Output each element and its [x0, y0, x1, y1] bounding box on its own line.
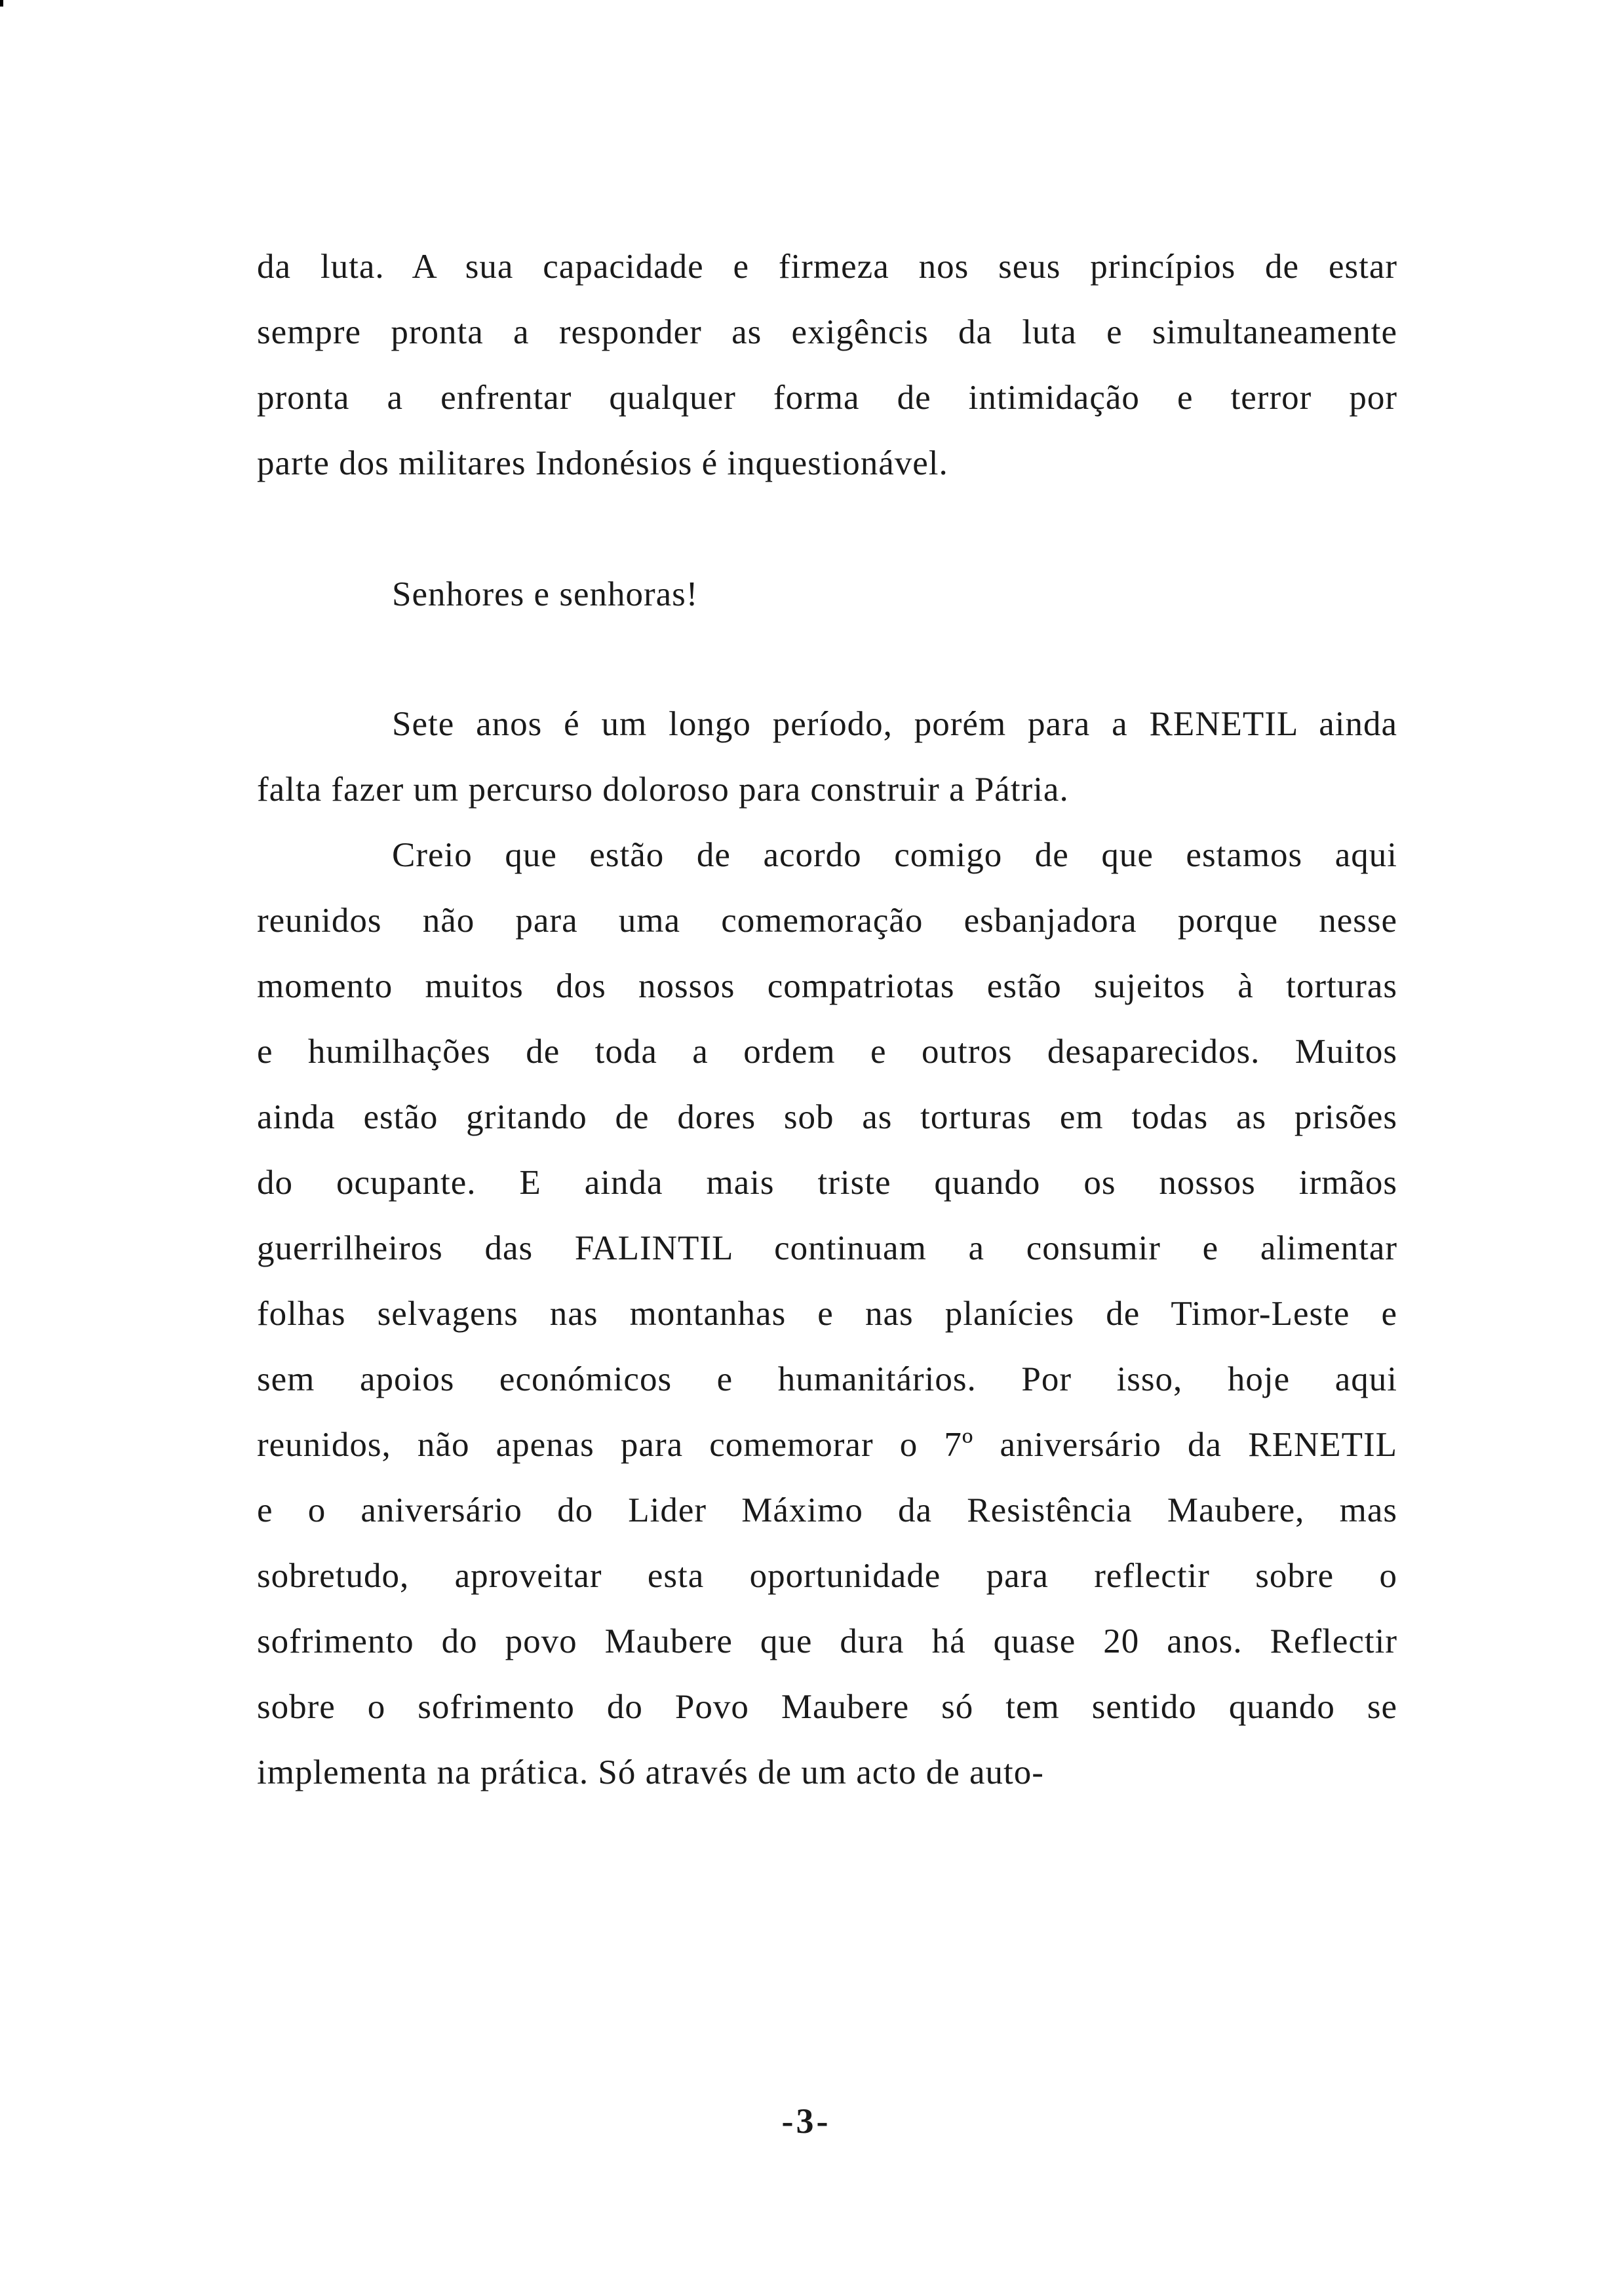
text-line: momento muitos dos nossos compatriotas estão sujeitos à torturas	[257, 967, 1397, 1005]
text-line: e o aniversário do Lider Máximo da Resistência Maubere, mas	[257, 1491, 1397, 1529]
text-line: sem apoios económicos e humanitários. Por isso, hoje aqui	[257, 1360, 1397, 1398]
text-line: sofrimento do povo Maubere que dura há quase 20 anos. Reflectir	[257, 1622, 1397, 1660]
text-line: falta fazer um percurso doloroso para construir a Pátria.	[257, 771, 1069, 809]
text-line: da luta. A sua capacidade e firmeza nos seus princípios de estar	[257, 248, 1397, 286]
text-line: e humilhações de toda a ordem e outros desaparecidos. Muitos	[257, 1033, 1397, 1071]
text-line: implementa na prática. Só através de um acto de auto-	[257, 1753, 1044, 1791]
text-line: reunidos não para uma comemoração esbanjadora porque nesse	[257, 902, 1397, 940]
text-line: Sete anos é um longo período, porém para a RENETIL ainda	[392, 705, 1397, 743]
page-number: -3-	[781, 2101, 831, 2141]
text-line: reunidos, não apenas para comemorar o 7º aniversário da RENETIL	[257, 1426, 1397, 1464]
text-line: sempre pronta a responder as exigêncis da luta e simultaneamente	[257, 313, 1397, 351]
text-line: sobre o sofrimento do Povo Maubere só tem sentido quando se	[257, 1688, 1397, 1726]
scan-edge-mark	[0, 0, 3, 7]
text-line: sobretudo, aproveitar esta oportunidade para reflectir sobre o	[257, 1557, 1397, 1595]
text-line: folhas selvagens nas montanhas e nas planícies de Timor-Leste e	[257, 1295, 1397, 1333]
text-line: guerrilheiros das FALINTIL continuam a consumir e alimentar	[257, 1229, 1397, 1267]
text-line: do ocupante. E ainda mais triste quando os nossos irmãos	[257, 1164, 1397, 1202]
text-line: pronta a enfrentar qualquer forma de intimidação e terror por	[257, 379, 1397, 417]
text-line: parte dos militares Indonésios é inquestionável.	[257, 444, 948, 482]
text-line: ainda estão gritando de dores sob as torturas em todas as prisões	[257, 1098, 1397, 1136]
text-line: Creio que estão de acordo comigo de que estamos aqui	[392, 836, 1397, 874]
salutation: Senhores e senhoras!	[392, 575, 699, 613]
